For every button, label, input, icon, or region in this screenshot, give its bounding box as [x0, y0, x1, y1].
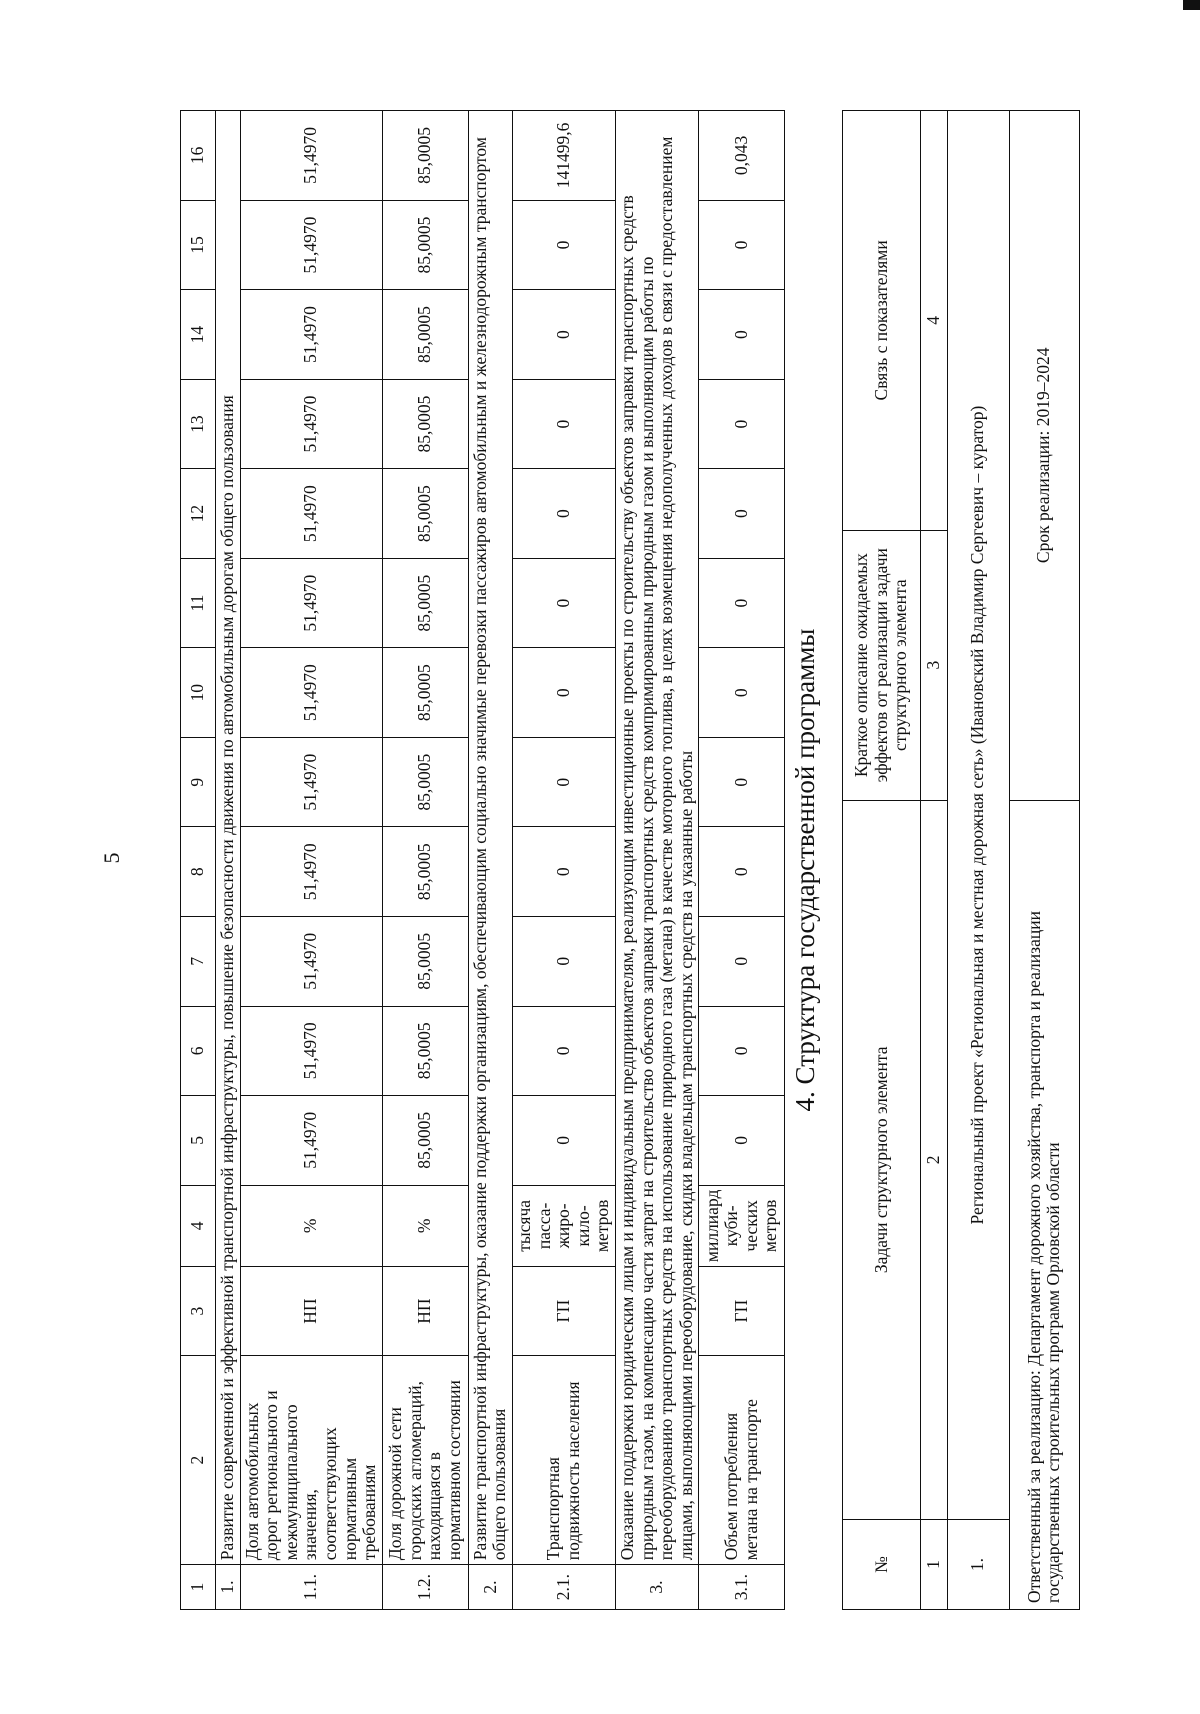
structure-index-cell: 1	[921, 1520, 948, 1610]
responsible-text: Ответственный за реализацию: Департамент дорожного хозяйства, транспорта и реализации государственных строительных программ Орловской области	[1009, 800, 1079, 1609]
indicator-row	[699, 111, 785, 1610]
column-number: 12	[181, 469, 216, 559]
indicator-value: 0	[699, 1006, 785, 1096]
structure-index-row	[921, 111, 948, 1610]
indicator-value: 85,0005	[382, 648, 468, 738]
indicator-name: Объем потребления метана на транспорте	[699, 1356, 785, 1565]
indicator-unit: %	[382, 1185, 468, 1266]
column-number: 13	[181, 379, 216, 469]
indicator-value: 0	[512, 648, 615, 738]
table-header-row	[181, 111, 216, 1610]
indicator-level: НП	[240, 1267, 382, 1356]
column-number: 4	[181, 1185, 216, 1266]
indicator-value: 141499,6	[512, 111, 615, 201]
indicator-level: ГП	[512, 1267, 615, 1356]
indicator-value: 51,4970	[240, 1096, 382, 1186]
indicator-value: 0	[512, 917, 615, 1007]
indicator-unit: миллиард куби-ческих метров	[699, 1185, 785, 1266]
indicator-value: 51,4970	[240, 558, 382, 648]
column-number: 14	[181, 290, 216, 380]
column-number: 9	[181, 737, 216, 827]
indicator-value: 0	[699, 1096, 785, 1186]
section-description: Оказание поддержки юридическим лицам и индивидуальным предпринимателям, реализующим инвестиционные проекты по строительству объектов заправки транспортных средств природным газом, на компенсацию части затрат на строительство объектов заправки транспортных средств компримированным природным газом и выполняющим работы по переоборудованию транспортных средств на использование природного газа (метана) в качестве моторного топлива, в целях возмещения недополученных доходов в связи с предоставлением лицами, выполняющими переоборудование, скидки владельцам транспортных средств на указанные работы	[615, 111, 698, 1565]
indicators-table	[180, 110, 785, 1610]
indicator-value: 51,4970	[240, 469, 382, 559]
indicator-value: 85,0005	[382, 200, 468, 290]
structure-col-num: №	[843, 1520, 921, 1610]
indicator-value: 0	[512, 290, 615, 380]
structure-index-cell: 3	[921, 530, 948, 800]
indicator-row	[382, 111, 468, 1610]
page-number: 5	[99, 852, 124, 864]
scan-edge-mark	[1183, 0, 1200, 10]
row-number: 2.1.	[512, 1565, 615, 1610]
indicator-row	[512, 111, 615, 1610]
indicator-value: 0,043	[699, 111, 785, 201]
indicator-value: 51,4970	[240, 111, 382, 201]
structure-index-cell: 4	[921, 111, 948, 531]
indicator-value: 0	[699, 200, 785, 290]
indicator-value: 51,4970	[240, 648, 382, 738]
row-number: 3.	[615, 1565, 698, 1610]
indicator-value: 51,4970	[240, 917, 382, 1007]
indicator-value: 0	[512, 1006, 615, 1096]
indicator-level: ГП	[699, 1267, 785, 1356]
indicator-name: Доля дорожной сети городских агломераций, находящаяся в нормативном состоянии	[382, 1356, 468, 1565]
indicator-value: 85,0005	[382, 917, 468, 1007]
indicator-value: 0	[699, 827, 785, 917]
indicator-value: 51,4970	[240, 200, 382, 290]
project-title: Региональный проект «Региональная и местная дорожная сеть» (Ивановский Владимир Сергеевич – куратор)	[947, 111, 1009, 1520]
section-description: Развитие транспортной инфраструктуры, оказание поддержки организациям, обеспечивающим социально значимые перевозки пассажиров автомобильным и железнодорожным транспортом общего пользования	[468, 111, 512, 1565]
indicator-value: 51,4970	[240, 379, 382, 469]
column-number: 5	[181, 1096, 216, 1186]
indicator-value: 51,4970	[240, 290, 382, 380]
indicator-value: 0	[699, 469, 785, 559]
structure-header-row	[843, 111, 921, 1610]
structure-index-cell: 2	[921, 800, 948, 1520]
structure-table	[842, 110, 1080, 1610]
structure-project-row	[947, 111, 1009, 1610]
indicator-value: 0	[512, 737, 615, 827]
indicator-value: 85,0005	[382, 827, 468, 917]
indicator-value: 85,0005	[382, 737, 468, 827]
row-number: 1.1.	[240, 1565, 382, 1610]
indicator-value: 0	[512, 827, 615, 917]
indicator-value: 0	[699, 379, 785, 469]
indicator-value: 0	[512, 1096, 615, 1186]
indicator-value: 85,0005	[382, 558, 468, 648]
section-description: Развитие современной и эффективной транспортной инфраструктуры, повышение безопасности движения по автомобильным дорогам общего пользования	[216, 111, 241, 1565]
row-number: 1.	[216, 1565, 241, 1610]
indicator-value: 51,4970	[240, 827, 382, 917]
column-number: 16	[181, 111, 216, 201]
indicator-value: 0	[699, 737, 785, 827]
structure-col-effects: Краткое описание ожидаемых эффектов от реализации задачи структурного элемента	[843, 530, 921, 800]
column-number: 8	[181, 827, 216, 917]
indicator-value: 85,0005	[382, 1096, 468, 1186]
row-number: 1.2.	[382, 1565, 468, 1610]
column-number: 3	[181, 1267, 216, 1356]
indicator-unit: тысяча пасса-жиро-кило-метров	[512, 1185, 615, 1266]
column-number: 15	[181, 200, 216, 290]
indicator-value: 0	[699, 290, 785, 380]
indicator-level: НП	[382, 1267, 468, 1356]
indicator-value: 0	[512, 469, 615, 559]
indicator-value: 0	[699, 648, 785, 738]
row-number: 3.1.	[699, 1565, 785, 1610]
indicator-value: 85,0005	[382, 469, 468, 559]
indicator-value: 85,0005	[382, 379, 468, 469]
section-title: 4. Структура государственной программы	[790, 628, 820, 1112]
indicator-value: 51,4970	[240, 737, 382, 827]
structure-col-link: Связь с показателями	[843, 111, 921, 531]
indicator-value: 51,4970	[240, 1006, 382, 1096]
indicator-value: 85,0005	[382, 1006, 468, 1096]
landscape-page	[150, 80, 1064, 1660]
column-number: 11	[181, 558, 216, 648]
column-number: 10	[181, 648, 216, 738]
indicator-name: Доля автомобильных дорог регионального и межмуниципального значения, соответствующих нормативным требованиям	[240, 1356, 382, 1565]
indicator-value: 0	[699, 917, 785, 1007]
structure-col-tasks: Задачи структурного элемента	[843, 800, 921, 1520]
indicator-value: 85,0005	[382, 290, 468, 380]
indicator-value: 0	[699, 558, 785, 648]
section-row	[216, 111, 241, 1610]
project-number: 1.	[947, 1520, 1009, 1610]
indicator-name: Транспортная подвижность населения	[512, 1356, 615, 1565]
indicator-value: 0	[512, 558, 615, 648]
structure-responsible-row	[1009, 111, 1079, 1610]
section-row	[468, 111, 512, 1610]
column-number: 1	[181, 1565, 216, 1610]
indicator-value: 0	[512, 379, 615, 469]
indicator-row	[240, 111, 382, 1610]
implementation-period: Срок реализации: 2019–2024	[1009, 111, 1079, 801]
section-row	[615, 111, 698, 1610]
row-number: 2.	[468, 1565, 512, 1610]
column-number: 7	[181, 917, 216, 1007]
column-number: 2	[181, 1356, 216, 1565]
indicator-value: 0	[512, 200, 615, 290]
indicator-value: 85,0005	[382, 111, 468, 201]
column-number: 6	[181, 1006, 216, 1096]
indicator-unit: %	[240, 1185, 382, 1266]
